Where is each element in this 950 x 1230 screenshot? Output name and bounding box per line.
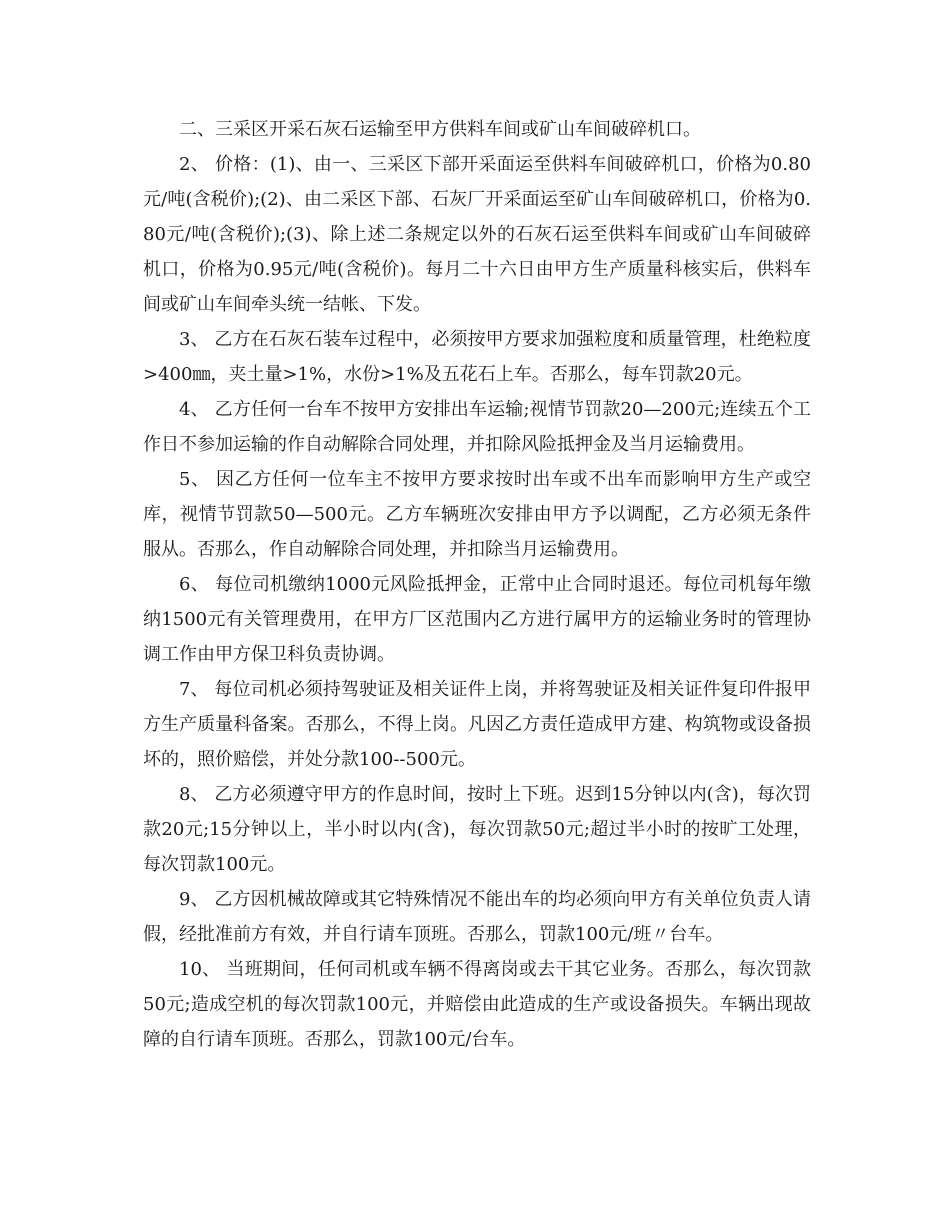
paragraph-item-4-dispatch: 4、 乙方任何一台车不按甲方安排出车运输;视情节罚款20—200元;连续五个工作日不参加运输的作自动解除合同处理，并扣除风险抵押金及当月运输费用。 [143, 399, 811, 455]
paragraph-item-8-hours: 8、 乙方必须遵守甲方的作息时间，按时上下班。迟到15分钟以内(含)，每次罚款20元;15分钟以上，半小时以内(含)，每次罚款50元;超过半小时的按旷工处理，每次罚款100元。 [143, 784, 811, 875]
paragraph-item-5-schedule: 5、 因乙方任何一位车主不按甲方要求按时出车或不出车而影响甲方生产或空库，视情节罚款50—500元。乙方车辆班次安排由甲方予以调配，乙方必须无条件服从。否那么，作自动解除合同处理，并扣除当月运输费用。 [143, 469, 811, 560]
paragraph-item-2-price: 2、 价格：(1)、由一、三采区下部开采面运至供料车间破碎机口，价格为0.80元/吨(含税价);(2)、由二采区下部、石灰厂开采面运至矿山车间破碎机口，价格为0.80元/吨(含税价);(3)、除上述二条规定以外的石灰石运至供料车间或矿山车间破碎机口，价格为0.95元/吨(含税价)。每月二十六日由甲方生产质量科核实后，供料车间或矿山车间牵头统一结帐、下发。 [143, 154, 811, 315]
paragraph-item-10-duty: 10、 当班期间，任何司机或车辆不得离岗或去干其它业务。否那么，每次罚款50元;造成空机的每次罚款100元，并赔偿由此造成的生产或设备损失。车辆出现故障的自行请车顶班。否那么，罚款100元/台车。 [143, 959, 811, 1050]
document-body [143, 112, 811, 1057]
paragraph-item-6-deposit: 6、 每位司机缴纳1000元风险抵押金，正常中止合同时退还。每位司机每年缴纳1500元有关管理费用，在甲方厂区范围内乙方进行属甲方的运输业务时的管理协调工作由甲方保卫科负责协调。 [143, 574, 811, 665]
paragraph-item-9-leave: 9、 乙方因机械故障或其它特殊情况不能出车的均必须向甲方有关单位负责人请假，经批准前方有效，并自行请车顶班。否那么，罚款100元/班〃台车。 [143, 889, 811, 945]
paragraph-item-3-quality: 3、 乙方在石灰石装车过程中，必须按甲方要求加强粒度和质量管理，杜绝粒度>400㎜，夹土量>1%，水份>1%及五花石上车。否那么，每车罚款20元。 [143, 329, 811, 385]
paragraph-item-7-license: 7、 每位司机必须持驾驶证及相关证件上岗，并将驾驶证及相关证件复印件报甲方生产质量科备案。否那么，不得上岗。凡因乙方责任造成甲方建、构筑物或设备损坏的，照价赔偿，并处分款100--500元。 [143, 679, 811, 770]
paragraph-section-two: 二、三采区开采石灰石运输至甲方供料车间或矿山车间破碎机口。 [179, 119, 701, 140]
